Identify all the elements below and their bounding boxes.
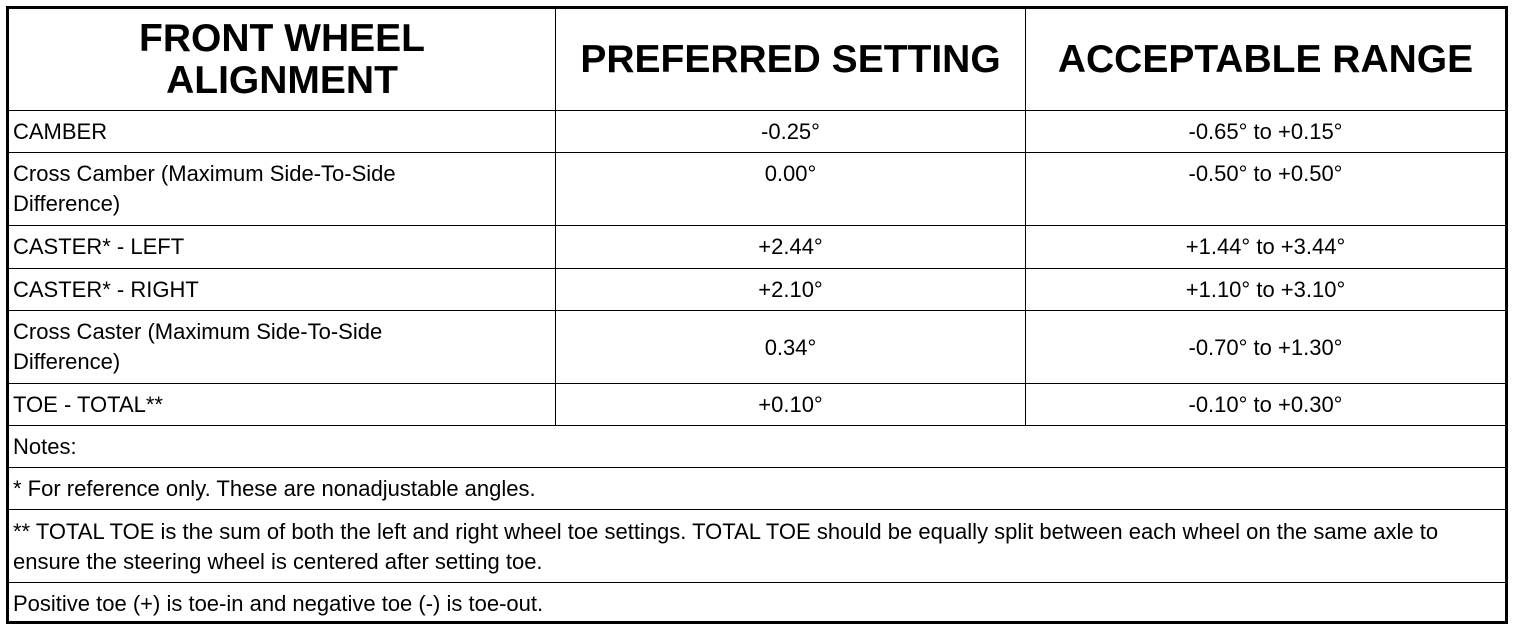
row-label: TOE - TOTAL** (13, 392, 163, 417)
header-line-2: ALIGNMENT (166, 58, 398, 102)
row-label: CASTER* - LEFT (13, 234, 185, 259)
notes-row (9, 425, 1505, 467)
preferred-value: 0.00° (555, 153, 1025, 225)
preferred-value: +2.44° (555, 226, 1025, 268)
range-value: -0.50° to +0.50° (1025, 153, 1505, 225)
range-value: -0.70° to +1.30° (1025, 311, 1505, 383)
preferred-value: -0.25° (555, 111, 1025, 152)
notes-row (9, 582, 1505, 621)
note-total-toe: ** TOTAL TOE is the sum of both the left and right wheel toe settings. TOTAL TOE should be equally split between each wheel on the same axle to ensure the steering wheel is centered after setting toe. (13, 519, 1439, 574)
header-preferred-setting: PREFERRED SETTING (555, 9, 1025, 110)
preferred-value: +2.10° (555, 269, 1025, 310)
preferred-value: +0.10° (555, 384, 1025, 425)
table-row (9, 310, 1505, 383)
header-acceptable-range: ACCEPTABLE RANGE (1025, 9, 1505, 110)
table-row (9, 225, 1505, 268)
table-row (9, 152, 1505, 225)
alignment-spec-table (6, 6, 1508, 624)
notes-heading: Notes: (13, 434, 77, 459)
range-value: +1.44° to +3.44° (1025, 226, 1505, 268)
preferred-value: 0.34° (555, 311, 1025, 383)
header-front-wheel-alignment (9, 9, 555, 110)
table-row (9, 268, 1505, 310)
range-value: +1.10° to +3.10° (1025, 269, 1505, 310)
notes-row (9, 509, 1505, 582)
header-line-1: FRONT WHEEL (139, 16, 425, 60)
note-reference-only: * For reference only. These are nonadjustable angles. (13, 476, 536, 501)
row-label: CAMBER (13, 119, 108, 144)
range-value: -0.65° to +0.15° (1025, 111, 1505, 152)
row-label: CASTER* - RIGHT (13, 277, 199, 302)
note-positive-toe: Positive toe (+) is toe-in and negative toe (-) is toe-out. (13, 591, 544, 616)
header-row (9, 9, 1505, 110)
table-row (9, 110, 1505, 152)
row-label: Cross Camber (Maximum Side-To-Side Difference) (13, 161, 396, 216)
row-label: Cross Caster (Maximum Side-To-Side Difference) (13, 319, 383, 374)
notes-row (9, 467, 1505, 509)
range-value: -0.10° to +0.30° (1025, 384, 1505, 425)
table-row (9, 383, 1505, 425)
